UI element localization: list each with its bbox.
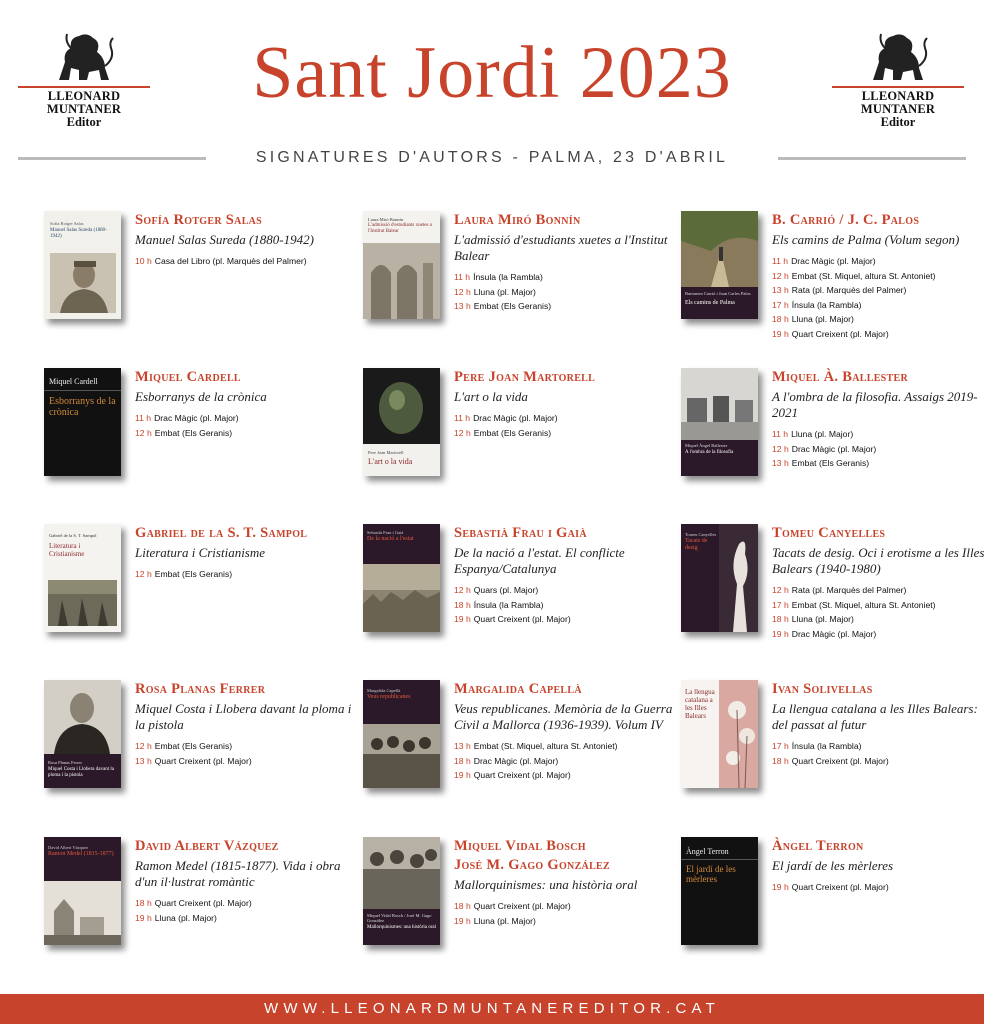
- cover-title: Esborranys de la crònica: [49, 396, 116, 418]
- session-hour: 12 h: [772, 443, 789, 454]
- book-title: L'admissió d'estudiants xuetes a l'Institut Balear: [454, 232, 668, 263]
- cover-title: Tacats de desig: [685, 538, 708, 551]
- session-place: Lluna (pl. Major): [791, 429, 854, 439]
- author-name-secondary: José M. Gago González: [454, 857, 610, 873]
- cover-title: L'admissió d'estudiants xuetes a l'Institut Balear: [368, 223, 432, 234]
- cover-author: David Albert Vázquez: [48, 845, 89, 850]
- session-hour: 18 h: [772, 614, 789, 624]
- session-place: Quart Creixent (pl. Major): [473, 770, 571, 780]
- session-item: [772, 456, 984, 471]
- session-item: [772, 880, 984, 895]
- book-cover: [44, 680, 121, 788]
- cover-engraving: [44, 881, 121, 945]
- cover-title: La llengua catalana a les Illes Balears: [685, 688, 715, 720]
- session-item: [772, 583, 984, 598]
- book-title: Mallorquinismes: una història oral: [454, 877, 638, 892]
- signing-entry: [681, 837, 981, 977]
- lion-icon: [49, 28, 119, 84]
- footer-bar: [0, 994, 984, 1024]
- session-place: Lluna (pl. Major): [791, 314, 854, 324]
- signing-entry: [681, 368, 981, 508]
- cover-title: L'art o la vida: [368, 457, 413, 466]
- divider-left: [18, 157, 206, 160]
- session-place: Quart Creixent (pl. Major): [473, 901, 571, 911]
- book-title: De la nació a l'estat. El conflicte Espanya/Catalunya: [454, 545, 625, 576]
- session-item: [135, 896, 355, 911]
- session-hour: 12 h: [454, 427, 471, 438]
- signing-entry: [44, 524, 344, 664]
- cover-flowers: [719, 680, 758, 788]
- session-hour: 13 h: [454, 301, 471, 311]
- session-place: Quart Creixent (pl. Major): [154, 755, 252, 766]
- book-title: Veus republicanes. Memòria de la Guerra Civil a Mallorca (1936-1939). Volum IV: [454, 701, 673, 732]
- page-title: Sant Jordi 2023: [252, 32, 732, 114]
- session-item: [772, 312, 984, 327]
- session-item: [772, 612, 984, 627]
- session-place: Embat (St. Miquel, altura St. Antoniet): [473, 741, 618, 751]
- signing-entry: [363, 368, 663, 508]
- session-hour: 18 h: [772, 755, 789, 766]
- book-cover: [44, 368, 121, 476]
- book-cover: [44, 524, 121, 632]
- book-title: Els camins de Palma (Volum segon): [772, 232, 960, 247]
- divider-right: [778, 157, 966, 160]
- cover-title: Mallorquinismes: una història oral: [367, 925, 437, 930]
- cover-author: Àngel Terron: [686, 847, 729, 856]
- cover-title: El jardí de les mèrleres: [686, 864, 736, 884]
- book-cover: [363, 368, 440, 476]
- session-hour: 18 h: [454, 599, 471, 610]
- session-hour: 19 h: [772, 882, 789, 892]
- session-item: [772, 598, 984, 613]
- cover-photo: [681, 211, 758, 287]
- signing-entry: [681, 680, 981, 820]
- session-place: Embat (St. Miquel, altura St. Antoniet): [791, 599, 936, 610]
- cover-title: Literatura i Cristianisme: [49, 542, 85, 558]
- session-item: [772, 269, 984, 284]
- cover-author: Laura Miró Bonnín: [368, 217, 403, 222]
- cover-title: De la nació a l'estat: [367, 536, 414, 542]
- author-name: Gabriel de la S. T. Sampol: [135, 525, 308, 541]
- session-place: Ínsula (la Rambla): [791, 741, 862, 751]
- author-name: Ivan Solivellas: [772, 681, 873, 697]
- cover-author: Miquel Àngel Ballester: [685, 443, 728, 448]
- session-item: [135, 739, 355, 754]
- book-title: Tacats de desig. Oci i erotisme a les Illes Balears (1940-1980): [772, 545, 984, 576]
- signing-entry: [363, 680, 673, 820]
- cover-photo: [363, 837, 440, 909]
- session-hour: 12 h: [454, 585, 471, 595]
- book-title: Manuel Salas Sureda (1880-1942): [135, 232, 314, 247]
- session-place: Ínsula (la Rambla): [473, 272, 543, 282]
- session-place: Quars (pl. Major): [473, 585, 539, 595]
- subtitle-bar: [18, 147, 966, 169]
- session-item: [454, 899, 674, 914]
- session-hour: 11 h: [135, 413, 152, 423]
- signing-entry: [363, 524, 663, 664]
- session-place: Rata (pl. Marquès del Palmer): [791, 585, 907, 595]
- signing-entry: [363, 837, 663, 977]
- book-title: Literatura i Cristianisme: [135, 545, 266, 560]
- session-hour: 18 h: [135, 898, 152, 908]
- book-cover: [681, 524, 758, 632]
- session-hour: 11 h: [454, 413, 471, 423]
- cover-photo: [719, 524, 758, 632]
- session-item: [772, 442, 984, 457]
- session-item: [772, 254, 984, 269]
- session-place: Drac Màgic (pl. Major): [791, 443, 877, 454]
- session-hour: 13 h: [772, 285, 789, 295]
- cover-photo: [363, 368, 440, 444]
- author-name: Margalida Capellà: [454, 681, 582, 697]
- book-cover: [363, 211, 440, 319]
- session-item: [772, 754, 984, 769]
- book-cover: [363, 680, 440, 788]
- author-name: Miquel Cardell: [135, 369, 241, 385]
- book-title: El jardí de les mèrleres: [772, 858, 894, 873]
- session-item: [135, 411, 355, 426]
- session-place: Embat (Els Geranis): [154, 741, 233, 751]
- cover-author: Rosa Planas Ferrer: [48, 760, 82, 765]
- session-place: Drac Màgic (pl. Major): [473, 413, 558, 423]
- session-place: Casa del Libro (pl. Marquès del Palmer): [154, 256, 307, 266]
- book-title: A l'ombra de la filosofia. Assaigs 2019-2021: [772, 389, 978, 420]
- session-hour: 13 h: [135, 755, 152, 766]
- author-name: Tomeu Canyelles: [772, 525, 886, 541]
- session-item: [454, 299, 674, 314]
- book-cover: [681, 211, 758, 319]
- session-place: Drac Màgic (pl. Major): [154, 413, 239, 423]
- cover-author: Miquel Vidal Bosch / José M. Gago González: [367, 913, 432, 923]
- session-place: Embat (Els Geranis): [473, 427, 552, 438]
- session-place: Lluna (pl. Major): [473, 915, 536, 926]
- session-item: [772, 627, 984, 642]
- author-name: Sofía Rotger Salas: [135, 212, 263, 228]
- session-item: [454, 768, 674, 783]
- session-item: [454, 739, 674, 754]
- session-item: [454, 583, 674, 598]
- author-name: Àngel Terron: [772, 838, 864, 854]
- author-name: Miquel À. Ballester: [772, 369, 908, 385]
- session-item: [135, 567, 355, 582]
- session-hour: 18 h: [454, 755, 471, 766]
- publisher-logo-left: [18, 28, 150, 129]
- cover-author: Tomeu Canyelles: [685, 532, 717, 537]
- session-hour: 12 h: [772, 270, 789, 281]
- session-item: [454, 285, 674, 300]
- session-hour: 19 h: [772, 628, 789, 639]
- session-place: Drac Màgic (pl. Major): [791, 256, 876, 266]
- session-hour: 19 h: [454, 614, 471, 624]
- session-place: Quart Creixent (pl. Major): [473, 614, 571, 624]
- session-item: [772, 427, 984, 442]
- session-hour: 12 h: [135, 569, 152, 579]
- book-cover: [44, 837, 121, 945]
- book-title: Esborranys de la crònica: [135, 389, 267, 404]
- cover-painting: [48, 580, 117, 626]
- cover-photo: [363, 564, 440, 632]
- session-hour: 19 h: [772, 328, 789, 339]
- signing-entry: [44, 368, 344, 508]
- session-item: [454, 426, 674, 441]
- session-item: [772, 283, 984, 298]
- session-place: Quart Creixent (pl. Major): [791, 882, 889, 892]
- page-subtitle: SIGNATURES D'AUTORS - PALMA, 23 D'ABRIL: [255, 149, 729, 166]
- session-item: [772, 327, 984, 342]
- cover-title: Els camins de Palma: [685, 300, 735, 306]
- cover-photo: [681, 368, 758, 440]
- author-name: Laura Miró Bonnín: [454, 212, 581, 228]
- cover-author: Sebastià Frau i Gaià: [367, 530, 404, 535]
- cover-photo: [363, 724, 440, 788]
- book-title: L'art o la vida: [454, 389, 528, 404]
- session-item: [454, 914, 674, 929]
- publisher-sub: Editor: [880, 115, 916, 129]
- session-hour: 12 h: [135, 741, 152, 751]
- session-place: Embat (Els Geranis): [154, 427, 233, 438]
- session-hour: 17 h: [772, 299, 789, 310]
- author-name: David Albert Vázquez: [135, 838, 279, 854]
- session-hour: 17 h: [772, 741, 789, 751]
- cover-portrait: [44, 680, 121, 754]
- publisher-logo-right: [832, 28, 964, 129]
- author-name: Pere Joan Martorell: [454, 369, 596, 385]
- lion-icon: [863, 28, 933, 84]
- session-hour: 12 h: [772, 585, 789, 595]
- session-item: [454, 754, 674, 769]
- session-item: [135, 754, 355, 769]
- cover-title: Veus republicanes: [367, 694, 411, 700]
- session-hour: 13 h: [454, 741, 471, 751]
- cover-author: Bartomeu Carrió i Joan Carles Palos: [685, 291, 751, 296]
- author-name: Miquel Vidal Bosch: [454, 838, 586, 854]
- session-hour: 13 h: [772, 458, 789, 468]
- cover-title: A l'ombra de la filosofia: [685, 450, 734, 455]
- session-place: Embat (Els Geranis): [473, 301, 552, 311]
- cover-portrait: [50, 253, 116, 313]
- signing-entry: [681, 211, 981, 351]
- session-hour: 19 h: [135, 912, 152, 923]
- session-place: Lluna (pl. Major): [154, 912, 217, 923]
- book-title: Miquel Costa i Llobera davant la ploma i la pistola: [135, 701, 352, 732]
- cover-title: Manuel Salas Sureda (1880-1942): [50, 228, 107, 239]
- publisher-name: LLEONARD MUNTANER: [860, 89, 936, 116]
- book-cover: [44, 211, 121, 319]
- session-hour: 12 h: [454, 286, 471, 297]
- session-hour: 12 h: [135, 427, 152, 438]
- signing-entry: [363, 211, 668, 351]
- cover-author: Margalida Capellà: [367, 688, 401, 693]
- book-cover: [363, 524, 440, 632]
- publisher-name: LLEONARD MUNTANER: [46, 89, 122, 116]
- signing-entry: [44, 680, 352, 820]
- session-item: [454, 270, 674, 285]
- session-hour: 11 h: [772, 429, 789, 439]
- book-cover: [363, 837, 440, 945]
- session-item: [454, 612, 674, 627]
- publisher-sub: Editor: [66, 115, 102, 129]
- cover-author: Gabriel de la S. T. Sampol: [49, 533, 97, 538]
- signing-entry: [44, 211, 344, 351]
- session-place: Lluna (pl. Major): [473, 286, 536, 297]
- session-place: Quart Creixent (pl. Major): [791, 328, 889, 339]
- session-hour: 11 h: [772, 256, 789, 266]
- session-item: [772, 739, 984, 754]
- session-place: Ínsula (la Rambla): [473, 599, 544, 610]
- session-hour: 11 h: [454, 272, 471, 282]
- website-link[interactable]: WWW.LLEONARDMUNTANEREDITOR.CAT: [263, 1000, 720, 1017]
- author-name: B. Carrió / J. C. Palos: [772, 212, 920, 228]
- cover-photo: [363, 243, 440, 319]
- session-item: [135, 911, 355, 926]
- cover-author: Miquel Cardell: [49, 377, 98, 386]
- cover-author: Pere Joan Martorell: [368, 450, 404, 455]
- session-place: Embat (St. Miquel, altura St. Antoniet): [791, 270, 936, 281]
- signing-entry: [681, 524, 984, 664]
- book-title: Ramon Medel (1815-1877). Vida i obra d'un il·lustrat romàntic: [135, 858, 341, 889]
- cover-title: Ramon Medel (1815-1877): [48, 851, 114, 857]
- session-place: Drac Màgic (pl. Major): [473, 755, 559, 766]
- book-cover: [681, 837, 758, 945]
- session-place: Lluna (pl. Major): [791, 614, 854, 624]
- session-item: [135, 426, 355, 441]
- book-cover: [681, 368, 758, 476]
- session-hour: 18 h: [454, 901, 471, 911]
- session-hour: 19 h: [454, 915, 471, 926]
- session-place: Embat (Els Geranis): [154, 569, 233, 579]
- cover-author: Sofía Rotger Salas: [50, 221, 84, 226]
- session-place: Rata (pl. Marquès del Palmer): [791, 285, 907, 295]
- author-name: Rosa Planas Ferrer: [135, 681, 266, 697]
- session-place: Quart Creixent (pl. Major): [791, 755, 889, 766]
- session-item: [772, 298, 984, 313]
- session-hour: 18 h: [772, 314, 789, 324]
- session-item: [454, 411, 674, 426]
- session-item: [135, 254, 355, 269]
- session-place: Embat (Els Geranis): [791, 458, 870, 468]
- book-cover: [681, 680, 758, 788]
- session-hour: 10 h: [135, 256, 152, 266]
- book-title: La llengua catalana a les Illes Balears: del passat al futur: [772, 701, 978, 732]
- session-place: Drac Màgic (pl. Major): [791, 628, 877, 639]
- session-hour: 19 h: [454, 770, 471, 780]
- session-place: Quart Creixent (pl. Major): [154, 898, 252, 908]
- cover-title: Miquel Costa i Llobera davant la ploma i la pistola: [48, 767, 114, 778]
- session-place: Ínsula (la Rambla): [791, 299, 862, 310]
- signing-entry: [44, 837, 344, 977]
- session-item: [454, 598, 674, 613]
- session-hour: 17 h: [772, 599, 789, 610]
- author-name: Sebastià Frau i Gaià: [454, 525, 587, 541]
